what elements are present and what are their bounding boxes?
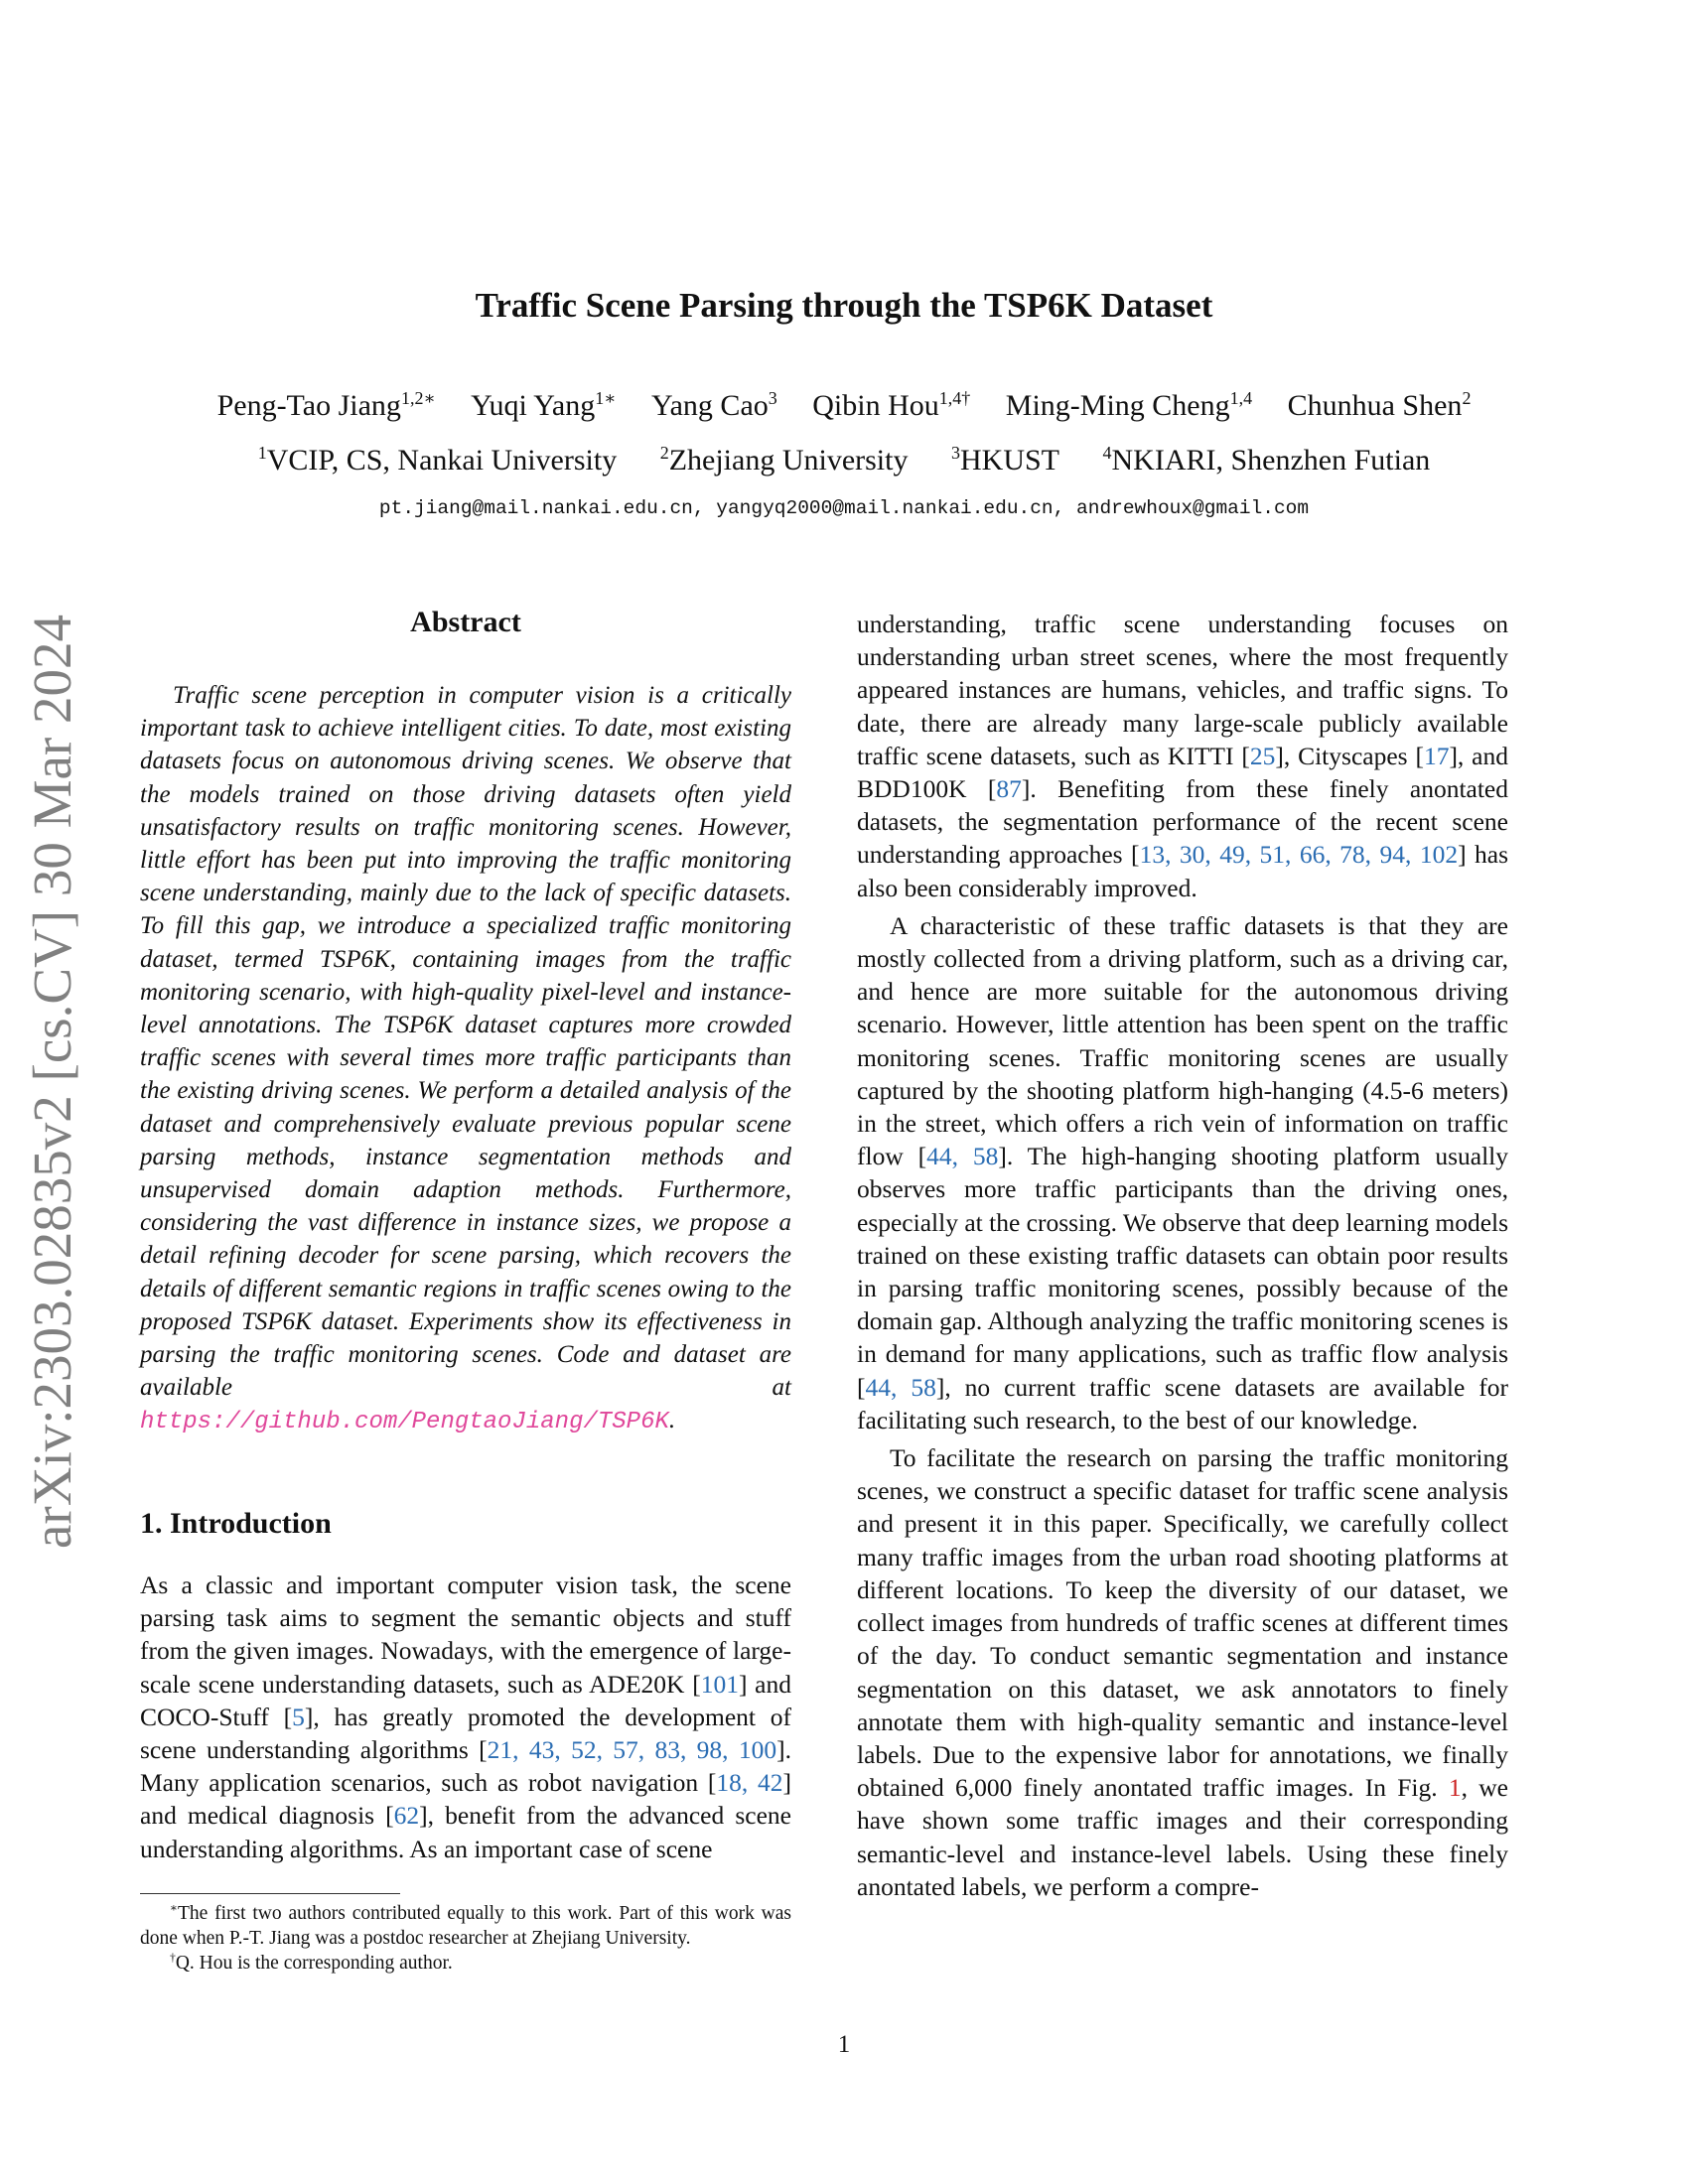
- author: Qibin Hou$^{1,4\dagger}$: [812, 388, 971, 422]
- figure-link[interactable]: 1: [1448, 1773, 1462, 1803]
- abstract-body: Traffic scene perception in computer vision is a critically important task to achieve intelligent cities. To date, most existing datasets focus on autonomous driving scenes. We observe that the models trained on those driving datasets often yield unsatisfactory results on traffic monitoring scenes. However, little effort has been put into improving the traffic monitoring scene understanding, mainly due to the lack of specific datasets. To fill this gap, we introduce a specialized traffic monitoring dataset, termed TSP6K, containing images from the traffic monitoring scenario, with high-quality pixel-level and instance-level annotations. The TSP6K dataset captures more crowded traffic scenes with several times more traffic participants than the existing driving scenes. We perform a detailed analysis of the dataset and comprehensively evaluate previous popular scene parsing methods, instance segmentation methods and unsupervised domain adaption methods. Furthermore, considering the vast difference in instance sizes, we propose a detail refining decoder for scene parsing, which recovers the details of different semantic regions in traffic scenes owing to the proposed TSP6K dataset. Experiments show its effectiveness in parsing the traffic monitoring scenes. Code and dataset are available at https://github.com/PengtaoJiang/TSP6K.: [140, 682, 791, 1436]
- intro-paragraph-2: A characteristic of these traffic datasets is that they are mostly collected from a driving platform, such as a driving car, and hence are more suitable for the autonomous driving scenario. However, little attention has been spent on the traffic monitoring scenes. Traffic monitoring scenes are usually captured by the shooting platform high-hanging (4.5-6 meters) in the street, which offers a rich vein of information on traffic flow [44, 58]. The high-hanging shooting platform usually observes more traffic participants than the driving ones, especially at the crossing. We observe that deep learning models trained on these existing traffic datasets can obtain poor results in parsing traffic monitoring scenes, possibly because of the domain gap. Although analyzing the traffic monitoring scenes is in demand for many applications, such as traffic flow analysis [44, 58], no current traffic scene datasets are available for facilitating such research, to the best of our knowledge.: [857, 910, 1509, 1434]
- author: Peng-Tao Jiang$^{1,2∗}$: [216, 388, 436, 422]
- author: Chunhua Shen$^2$: [1287, 388, 1472, 422]
- citation-link[interactable]: 101: [700, 1669, 739, 1699]
- citation-link[interactable]: 21, 43, 52, 57, 83, 98, 100: [487, 1735, 777, 1765]
- affiliation-list: [0, 444, 1688, 478]
- citation-link[interactable]: 87: [996, 774, 1022, 804]
- abstract-heading: Abstract: [410, 606, 521, 638]
- affiliation: $^2$Zhejiang University: [659, 443, 909, 477]
- citation-link[interactable]: 18, 42: [716, 1768, 783, 1798]
- citation-link[interactable]: 44, 58: [926, 1142, 999, 1171]
- citation-link[interactable]: 25: [1249, 741, 1276, 770]
- citation-link[interactable]: 5: [292, 1702, 305, 1731]
- author: Ming-Ming Cheng$^{1,4}$: [1005, 388, 1253, 422]
- paper-title: Traffic Scene Parsing through the TSP6K Dataset: [475, 286, 1213, 325]
- citation-link[interactable]: 13, 30, 49, 51, 66, 78, 94, 102: [1139, 840, 1459, 870]
- affiliation: $^1$VCIP, CS, Nankai University: [257, 443, 618, 477]
- page-number: 1: [837, 2031, 851, 2058]
- author: Yuqi Yang$^{1∗}$: [471, 388, 617, 422]
- intro-paragraph-1-continued: understanding, traffic scene understanding focuses on understanding urban street scenes, where the most frequently appeared instances are humans, vehicles, and traffic signs. To date, there are already many large-scale publicly available traffic scene datasets, such as KITTI [25], Cityscapes [17], and BDD100K [87]. Benefiting from these finely anontated datasets, the segmentation performance of the recent scene understanding approaches [13, 30, 49, 51, 66, 78, 94, 102] has also been considerably improved.: [857, 610, 1509, 902]
- author: Yang Cao$^3$: [650, 388, 777, 422]
- citation-link[interactable]: 44, 58: [865, 1372, 936, 1402]
- author-list: [0, 389, 1688, 423]
- citation-link[interactable]: 17: [1423, 741, 1450, 770]
- right-column: [857, 608, 1508, 1903]
- intro-paragraph-1: As a classic and important computer vision task, the scene parsing task aims to segment the semantic objects and stuff from the given images. Nowadays, with the emergence of large-scale scene understanding datasets, such as ADE20K [101] and COCO-Stuff [5], has greatly promoted the development of scene understanding algorithms [21, 43, 52, 57, 83, 98, 100]. Many application scenarios, such as robot navigation [18, 42] and medical diagnosis [62], benefit from the advanced scene understanding algorithms. As an important case of scene: [140, 1570, 792, 1863]
- footnote: †Q. Hou is the corresponding author.: [170, 1951, 453, 1974]
- footnotes: [140, 1901, 791, 1976]
- code-link[interactable]: https://github.com/PengtaoJiang/TSP6K: [140, 1409, 669, 1436]
- author-emails: pt.jiang@mail.nankai.edu.cn, yangyq2000@mail.nankai.edu.cn, andrewhoux@gmail.com: [378, 497, 1310, 519]
- arxiv-identifier: arXiv:2303.02835v2 [cs.CV] 30 Mar 2024: [22, 614, 82, 1549]
- footnote: ∗The first two authors contributed equally to this work. Part of this work was done when P.-T. Jiang was a postdoc researcher at Zhejiang University.: [140, 1901, 791, 1949]
- intro-paragraph-3: To facilitate the research on parsing the traffic monitoring scenes, we construct a specific dataset for traffic scene analysis and present it in this paper. Specifically, we carefully collect many traffic images from the urban road shooting platforms at different locations. To keep the diversity of our dataset, we collect images from hundreds of traffic scenes at different times of the day. To conduct semantic segmentation and instance segmentation on this dataset, we ask annotators to finely annotate them with high-quality semantic and instance-level labels. Due to the expensive labor for annotations, we finally obtained 6,000 finely anontated traffic images. In Fig. 1, we have shown some traffic images and their corresponding semantic-level and instance-level labels. Using these finely anontated labels, we perform a compre-: [857, 1443, 1509, 1901]
- footnote-divider: [140, 1893, 400, 1894]
- citation-link[interactable]: 62: [393, 1801, 420, 1831]
- affiliation: $^4$NKIARI, Shenzhen Futian: [1102, 443, 1431, 477]
- section-heading-introduction: 1. Introduction: [140, 1507, 332, 1540]
- affiliation: $^3$HKUST: [950, 443, 1059, 477]
